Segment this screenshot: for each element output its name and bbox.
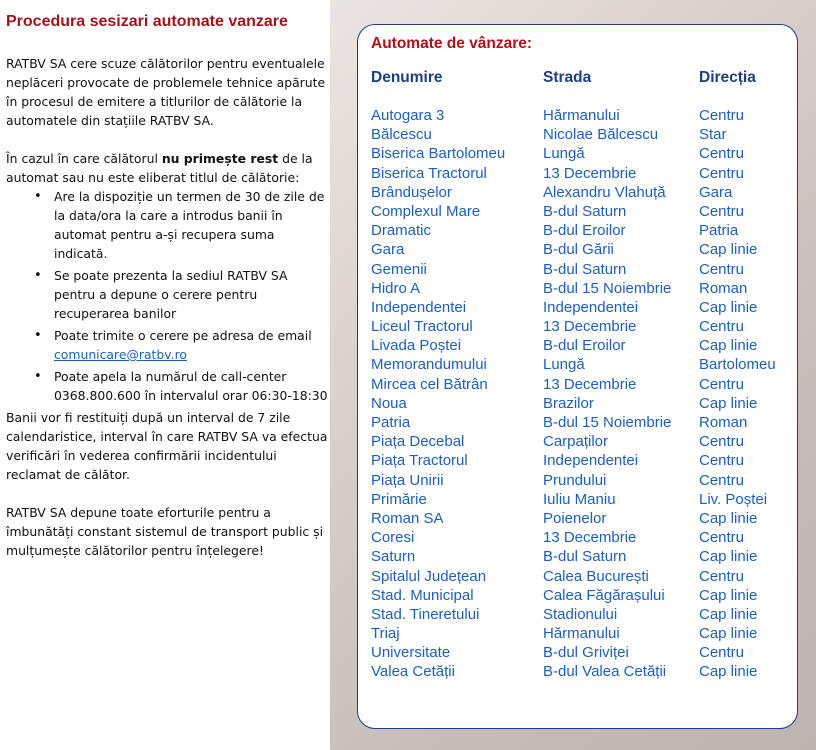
street-name: B-dul Saturn bbox=[543, 260, 627, 278]
street-name: Hărmanului bbox=[543, 625, 620, 643]
direction-name: Star bbox=[699, 126, 727, 144]
list-item: • Se poate prezenta la sediul RATBV SA pentru a depune o cerere pentru recuperarea banilor bbox=[54, 266, 328, 323]
panel-title: Automate de vânzare: bbox=[371, 35, 533, 52]
table-row bbox=[358, 413, 797, 432]
station-name: Gara bbox=[371, 241, 405, 259]
station-name: Biserica Tractorul bbox=[371, 164, 487, 182]
table-row bbox=[358, 528, 797, 547]
station-name: Gemenii bbox=[371, 260, 427, 278]
email-link[interactable]: comunicare@ratbv.ro bbox=[54, 347, 187, 362]
street-name: Carpaților bbox=[543, 433, 609, 451]
street-name: Prundului bbox=[543, 471, 607, 489]
instructions-intro bbox=[6, 149, 328, 187]
direction-name: Centru bbox=[699, 567, 745, 585]
direction-name: Centru bbox=[699, 471, 745, 489]
direction-name: Cap linie bbox=[699, 394, 758, 412]
direction-name: Patria bbox=[699, 222, 739, 240]
intro-text-bold: nu primește rest bbox=[161, 151, 279, 166]
list-item bbox=[54, 326, 328, 364]
table-row bbox=[358, 509, 797, 528]
column-header-direction: Direcția bbox=[699, 69, 756, 86]
table-row bbox=[358, 298, 797, 317]
direction-name: Centru bbox=[699, 529, 745, 547]
table-row bbox=[358, 125, 797, 144]
table-row bbox=[358, 586, 797, 605]
direction-name: Cap linie bbox=[699, 663, 758, 681]
station-name: Roman SA bbox=[371, 509, 444, 527]
street-name: 13 Decembrie bbox=[543, 164, 637, 182]
list-item: • Poate apela la numărul de call-center 0368.800.600 în intervalul orar 06:30-18:30 bbox=[54, 367, 328, 405]
table-row bbox=[358, 164, 797, 183]
station-name: Piața Unirii bbox=[371, 471, 444, 489]
station-name: Brândușelor bbox=[371, 183, 452, 201]
apology-paragraph: RATBV SA cere scuze călătorilor pentru eventualele neplăceri provocate de problemele tehnice apărute în procesul de emitere a titlurilor de călătorie la automatele din stațiile RATBV SA. bbox=[6, 56, 326, 128]
street-name: 13 Decembrie bbox=[543, 375, 637, 393]
street-name: Independentei bbox=[543, 298, 639, 316]
station-name: Valea Cetății bbox=[371, 663, 455, 681]
direction-name: Roman bbox=[699, 279, 748, 297]
table-row bbox=[358, 605, 797, 624]
column-header-street: Strada bbox=[543, 69, 592, 86]
direction-name: Cap linie bbox=[699, 586, 758, 604]
street-name: Calea Făgărașului bbox=[543, 586, 665, 604]
street-name: B-dul Griviței bbox=[543, 644, 629, 662]
station-name: Liceul Tractorul bbox=[371, 318, 473, 336]
table-row bbox=[358, 202, 797, 221]
direction-name: Gara bbox=[699, 183, 733, 201]
table-row bbox=[358, 662, 797, 681]
street-name: 13 Decembrie bbox=[543, 318, 637, 336]
direction-name: Cap linie bbox=[699, 548, 758, 566]
column-header-name: Denumire bbox=[371, 69, 443, 86]
station-name: Stad. Municipal bbox=[371, 586, 474, 604]
direction-name: Liv. Poștei bbox=[699, 490, 768, 508]
street-name: Iuliu Maniu bbox=[543, 490, 616, 508]
table-row bbox=[358, 240, 797, 259]
station-name: Complexul Mare bbox=[371, 202, 481, 220]
station-name: Mircea cel Bătrân bbox=[371, 375, 488, 393]
direction-name: Bartolomeu bbox=[699, 356, 776, 374]
station-name: Piața Decebal bbox=[371, 433, 465, 451]
street-name: B-dul Eroilor bbox=[543, 337, 626, 355]
station-name: Memorandumului bbox=[371, 356, 487, 374]
direction-name: Cap linie bbox=[699, 509, 758, 527]
notice-section bbox=[6, 12, 328, 560]
table-row bbox=[358, 336, 797, 355]
direction-name: Cap linie bbox=[699, 241, 758, 259]
street-name: Poienelor bbox=[543, 509, 607, 527]
direction-name: Centru bbox=[699, 260, 745, 278]
vending-machines-panel bbox=[357, 24, 798, 729]
direction-name: Centru bbox=[699, 644, 745, 662]
station-name: Patria bbox=[371, 414, 411, 431]
station-name: Spitalul Județean bbox=[371, 567, 487, 585]
street-name: B-dul Gării bbox=[543, 241, 614, 259]
station-name: Triaj bbox=[371, 625, 400, 643]
table-row bbox=[358, 451, 797, 470]
direction-name: Centru bbox=[699, 202, 745, 220]
street-name: Independentei bbox=[543, 452, 639, 470]
street-name: B-dul Saturn bbox=[543, 202, 627, 220]
table-row bbox=[358, 567, 797, 586]
street-name: Lungă bbox=[543, 145, 585, 163]
intro-text-post: de la automat sau nu este eliberat titlul de călătorie: bbox=[6, 151, 313, 185]
station-name: Saturn bbox=[371, 548, 416, 566]
street-name: Stadionului bbox=[543, 605, 618, 623]
instructions-list bbox=[6, 187, 328, 405]
table-row bbox=[358, 375, 797, 394]
table-row bbox=[358, 624, 797, 643]
table-row bbox=[358, 260, 797, 279]
station-name: Universitate bbox=[371, 644, 451, 662]
street-name: 13 Decembrie bbox=[543, 529, 637, 547]
table-row bbox=[358, 394, 797, 413]
table-row bbox=[358, 547, 797, 566]
station-name: Dramatic bbox=[371, 222, 432, 240]
station-name: Piața Tractorul bbox=[371, 452, 468, 470]
street-name: Nicolae Bălcescu bbox=[543, 126, 659, 144]
direction-name: Centru bbox=[699, 164, 745, 182]
station-name: Livada Poștei bbox=[371, 337, 462, 355]
station-name: Hidro A bbox=[371, 279, 421, 297]
direction-name: Centru bbox=[699, 452, 745, 470]
table-row bbox=[358, 279, 797, 298]
station-name: Bălcescu bbox=[371, 126, 432, 144]
list-item: • Are la dispoziție un termen de 30 de zile de la data/ora la care a introdus banii în automat pentru a-și recupera suma indicată. bbox=[54, 187, 328, 263]
table-row bbox=[358, 490, 797, 509]
direction-name: Centru bbox=[699, 433, 745, 451]
station-name: Noua bbox=[371, 394, 407, 412]
direction-name: Centru bbox=[699, 318, 745, 336]
street-name: Lungă bbox=[543, 356, 585, 374]
direction-name: Centru bbox=[699, 375, 745, 393]
street-name: B-dul Saturn bbox=[543, 548, 627, 566]
table-row bbox=[358, 221, 797, 240]
table-row bbox=[358, 432, 797, 451]
machines-table bbox=[358, 106, 797, 682]
email-instruction: Poate trimite o cerere pe adresa de email bbox=[54, 328, 312, 343]
station-name: Coresi bbox=[371, 529, 415, 547]
direction-name: Cap linie bbox=[699, 605, 758, 623]
street-name: B-dul Valea Cetății bbox=[543, 663, 667, 681]
direction-name: Cap linie bbox=[699, 625, 758, 643]
street-name: Alexandru Vlahuță bbox=[543, 183, 666, 201]
table-row bbox=[358, 183, 797, 202]
station-name: Independentei bbox=[371, 298, 467, 316]
station-name: Biserica Bartolomeu bbox=[371, 145, 506, 163]
intro-text-pre: În cazul în care călătorul bbox=[6, 151, 162, 166]
station-name: Stad. Tineretului bbox=[371, 605, 480, 623]
table-row bbox=[358, 471, 797, 490]
direction-name: Cap linie bbox=[699, 298, 758, 316]
table-row bbox=[358, 317, 797, 336]
street-name: Calea București bbox=[543, 567, 649, 585]
street-name: Brazilor bbox=[543, 394, 594, 412]
direction-name: Centru bbox=[699, 145, 745, 163]
station-name: Autogara 3 bbox=[371, 107, 445, 124]
direction-name: Cap linie bbox=[699, 337, 758, 355]
table-row bbox=[358, 144, 797, 163]
station-name: Primărie bbox=[371, 490, 427, 508]
refund-paragraph: Banii vor fi restituiți după un interval de 7 zile calendaristice, interval în care RATBV SA va efectua verificări în vederea confirmării incidentului reclamat de călător. bbox=[6, 410, 328, 482]
street-name: B-dul Eroilor bbox=[543, 222, 626, 240]
street-name: B-dul 15 Noiembrie bbox=[543, 414, 672, 431]
closing-paragraph: RATBV SA depune toate eforturile pentru a îmbunătăți constant sistemul de transport public și mulțumește călătorilor pentru înțelegere! bbox=[6, 505, 324, 558]
street-name: B-dul 15 Noiembrie bbox=[543, 279, 672, 297]
street-name: Hărmanului bbox=[543, 107, 620, 124]
table-row bbox=[358, 355, 797, 374]
page-title: Procedura sesizari automate vanzare bbox=[6, 13, 288, 30]
direction-name: Roman bbox=[699, 414, 748, 431]
table-row bbox=[358, 106, 797, 125]
direction-name: Centru bbox=[699, 107, 745, 124]
table-row bbox=[358, 643, 797, 662]
